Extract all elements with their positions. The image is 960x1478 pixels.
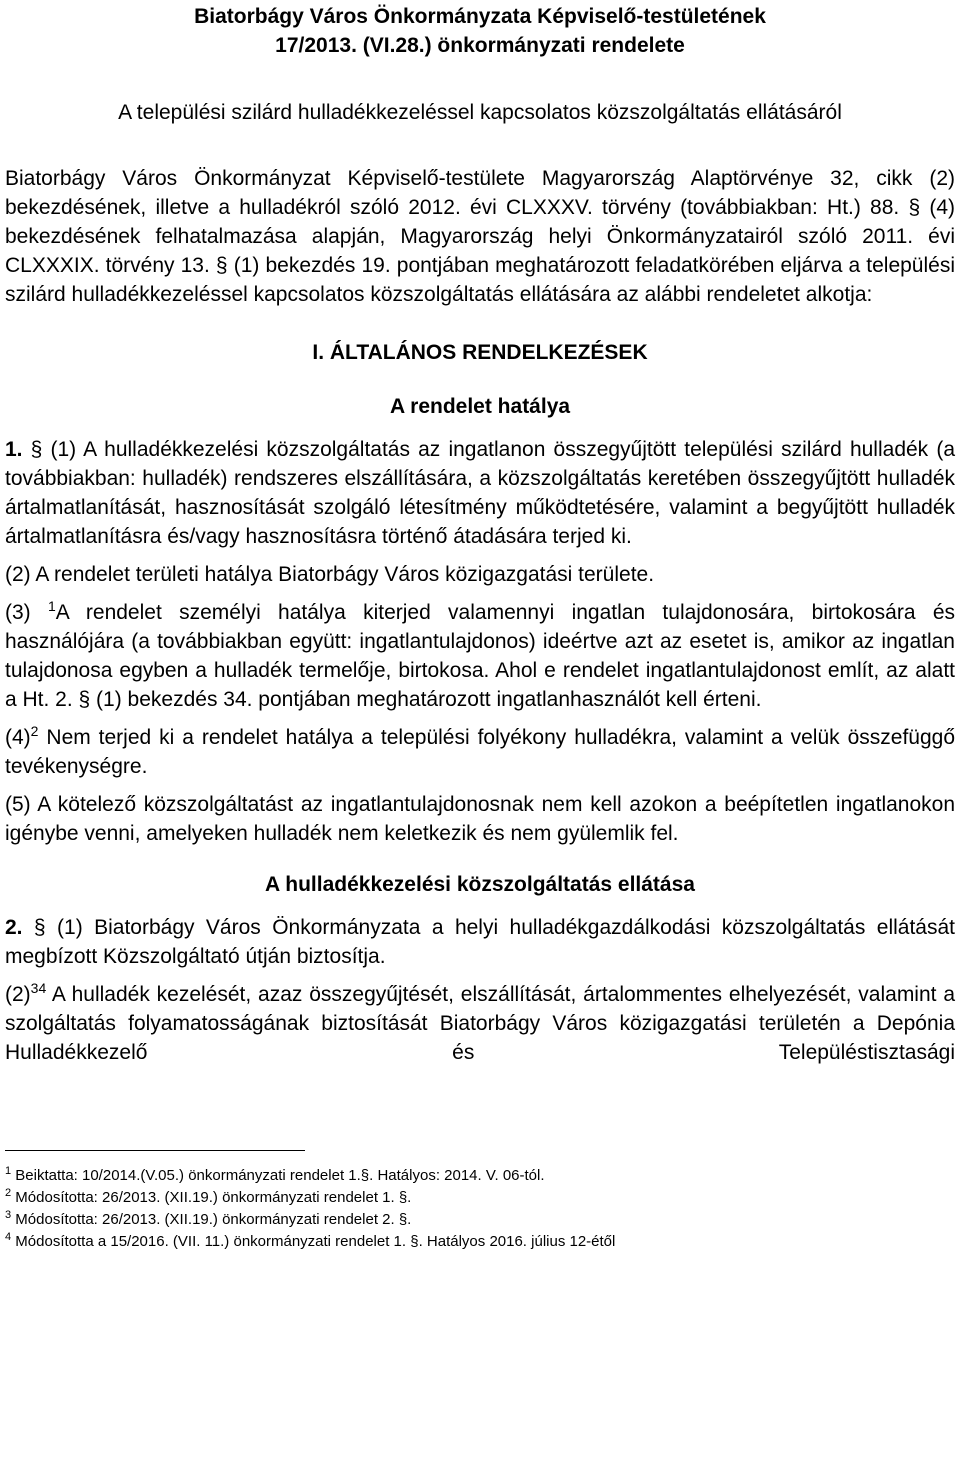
- footnote-divider: [5, 1150, 305, 1151]
- section-1-paragraph-2: (2) A rendelet területi hatálya Biatorbágy Város közigazgatási területe.: [5, 563, 655, 586]
- footnote-text: Módosította: 26/2013. (XII.19.) önkormányzati rendelet 2. §.: [11, 1211, 412, 1228]
- paragraph-4-label: (4): [5, 726, 31, 749]
- section-2-paragraph-2-text: A hulladék kezelését, azaz összegyűjtését, elszállítását, ártalommentes elhelyezését, valamint a szolgáltatás folyamatosságának biztosítását Biatorbágy Város közigazgatási területén a Depónia Hulladékkezelő és Településtisztasági: [5, 983, 955, 1064]
- section-1-paragraph-3: [5, 598, 955, 714]
- chapter-heading: I. ÁLTALÁNOS RENDELKEZÉSEK: [312, 341, 648, 364]
- section-heading-service: A hulladékkezelési közszolgáltatás ellátása: [265, 873, 695, 896]
- paragraph-4-text: Nem terjed ki a rendelet hatálya a települési folyékony hulladékra, valamint a velük összefüggő tevékenységre.: [5, 726, 955, 778]
- footnote-number: 3: [5, 1209, 12, 1221]
- footnote-text: Módosította a 15/2016. (VII. 11.) önkormányzati rendelet 1. §. Hatályos 2016. július 12-étől: [11, 1233, 616, 1250]
- preamble-paragraph: Biatorbágy Város Önkormányzat Képviselő-testülete Magyarország Alaptörvénye 32, cikk (2) bekezdésének, illetve a hulladékról szóló 2012. évi CLXXXV. törvény (továbbiakban: Ht.) 88. § (4) bekezdésének felhatalmazása alapján, Magyarország helyi Önkormányzatairól szóló 2011. évi CLXXXIX. törvény 13. § (1) bekezdés 19. pontjában meghatározott feladatkörében eljárva a települési szilárd hulladékkezeléssel kapcsolatos közszolgáltatás ellátására az alábbi rendeletet alkotja:: [5, 167, 955, 306]
- footnote-number: 2: [5, 1187, 12, 1199]
- footnote-text: Módosította: 26/2013. (XII.19.) önkormányzati rendelet 1. §.: [11, 1189, 412, 1206]
- footnote: [5, 1231, 955, 1253]
- section-2-number: 2.: [5, 916, 23, 939]
- section-1-number: 1.: [5, 438, 23, 461]
- section-1-paragraph-4: [5, 723, 955, 781]
- paragraph-3-label: (3): [5, 601, 48, 624]
- section-2-paragraph-2: [5, 980, 955, 1096]
- section-heading-scope: A rendelet hatálya: [389, 395, 571, 418]
- section-1-paragraph-1: [5, 435, 955, 551]
- paragraph-2-label: (2): [5, 983, 31, 1006]
- document-subtitle: A települési szilárd hulladékkezeléssel kapcsolatos közszolgáltatás ellátásáról: [118, 101, 842, 124]
- section-2-paragraph-1-text: § (1) Biatorbágy Város Önkormányzata a helyi hulladékgazdálkodási közszolgáltatás ellátását megbízott Közszolgáltató útján biztosítja.: [5, 916, 955, 968]
- footnotes: [5, 1165, 955, 1253]
- footnote-text: Beiktatta: 10/2014.(V.05.) önkormányzati rendelet 1.§. Hatályos: 2014. V. 06-tól.: [11, 1167, 545, 1184]
- footnote: [5, 1165, 955, 1187]
- document-title-line-1: Biatorbágy Város Önkormányzata Képviselő-testületének: [194, 5, 766, 28]
- section-2-paragraph-1: [5, 913, 955, 971]
- section-1-paragraph-1-text: § (1) A hulladékkezelési közszolgáltatás az ingatlanon összegyűjtött települési szilárd hulladék (a továbbiakban: hulladék) rendszeres elszállítására, a közszolgáltatás keretében összegyűjtött hulladék ártalmatlanítását, hasznosítását szolgáló létesítmény működtetésére, valamint a begyűjtött hulladék ártalmatlanításra és/vagy hasznosításra történő átadására terjed ki.: [5, 438, 955, 548]
- footnote-number: 1: [5, 1165, 12, 1177]
- footnote-number: 4: [5, 1231, 12, 1243]
- paragraph-3-text: A rendelet személyi hatálya kiterjed valamennyi ingatlan tulajdonosára, birtokosára és használójára (a továbbiakban együtt: ingatlantulajdonos) ideértve azt az esetet is, amikor az ingatlan tulajdonosa egyben a hulladék termelője, birtokosa. Ahol e rendelet ingatlantulajdonost említ, az alatt a Ht. 2. § (1) bekezdés 34. pontjában meghatározott ingatlanhasználót kell érteni.: [5, 601, 955, 711]
- footnote-ref-3-4[interactable]: 34: [30, 980, 47, 996]
- footnote: [5, 1209, 955, 1231]
- section-1-paragraph-5: (5) A kötelező közszolgáltatást az ingatlantulajdonosnak nem kell azokon a beépítetlen ingatlanokon igénybe venni, amelyeken hulladék nem keletkezik és nem gyülemlik fel.: [5, 793, 955, 845]
- document-title-line-2: 17/2013. (VI.28.) önkormányzati rendelete: [275, 34, 685, 57]
- footnote-ref-2[interactable]: 2: [30, 723, 39, 739]
- footnote-ref-1[interactable]: 1: [47, 598, 56, 614]
- footnote: [5, 1187, 955, 1209]
